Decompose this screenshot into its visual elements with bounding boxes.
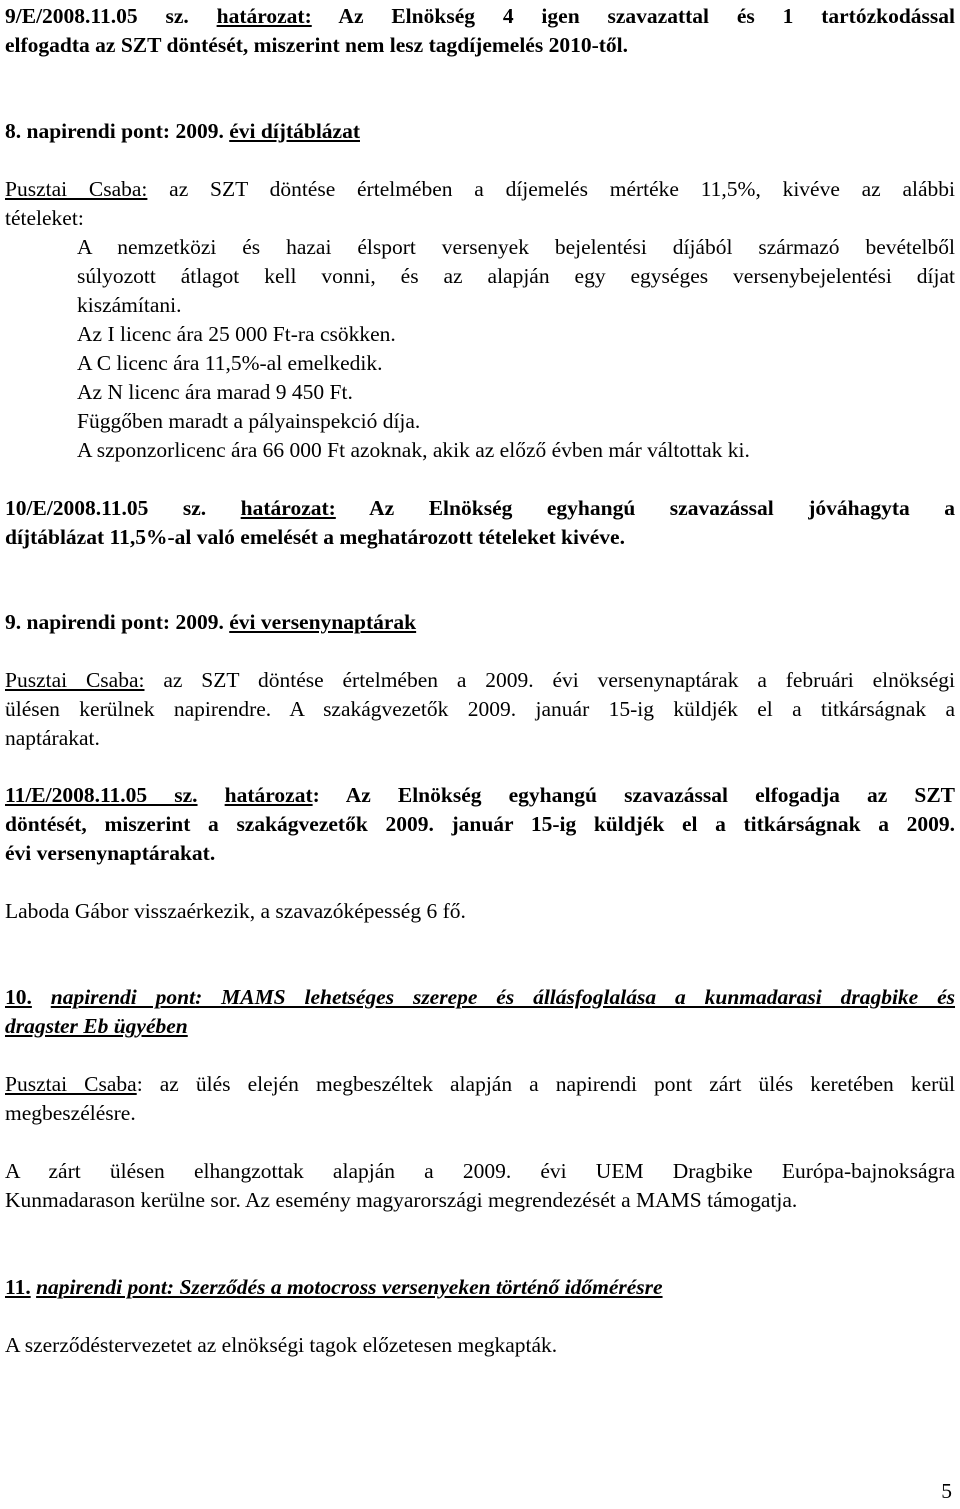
item-8-list-1-line-2: súlyozott átlagot kell vonni, és az alapján egy egységes versenybejelentési díjat <box>77 264 955 288</box>
decision-9-ref: 9/E/2008.11.05 sz. <box>5 4 189 28</box>
item-11-heading-text: napirendi pont: Szerződés a motocross versenyeken történő időmérésre <box>36 1275 663 1299</box>
item-10-text: : az ülés elején megbeszéltek alapján a napirendi pont zárt ülés keretében kerül <box>136 1072 955 1096</box>
decision-10-line-2: díjtáblázat 11,5%-al való emelését a meghatározott tételeket kivéve. <box>5 525 625 549</box>
item-10-line-2: megbeszélésre. <box>5 1101 136 1125</box>
item-9-line-2: ülésen kerülnek napirendre. A szakágvezetők 2009. január 15-ig küldjék el a titkárságnak a <box>5 697 955 721</box>
item-8-list-4: Az N licenc ára marad 9 450 Ft. <box>77 380 353 404</box>
item-8-list-1-line-3: kiszámítani. <box>77 293 182 317</box>
decision-10-line-1 <box>5 494 955 523</box>
decision-11-line-3: évi versenynaptárakat. <box>5 841 216 865</box>
decision-11-ref: 11/E/2008.11.05 sz. <box>5 783 198 807</box>
decision-10-ref: 10/E/2008.11.05 sz. <box>5 496 207 520</box>
item-8-intro-line-1 <box>5 175 955 204</box>
item-8-list-6: A szponzorlicenc ára 66 000 Ft azoknak, akik az előző évben már váltottak ki. <box>77 438 750 462</box>
decision-9-line-1 <box>5 2 955 31</box>
item-9-text: az SZT döntése értelmében a 2009. évi versenynaptárak a februári elnökségi <box>163 668 956 692</box>
decision-9-label: határozat: <box>216 4 312 28</box>
item-10-para-2-line-1: A zárt ülésen elhangzottak alapján a 2009. évi UEM Dragbike Európa-bajnokságra <box>5 1159 955 1183</box>
item-8-list-3: A C licenc ára 11,5%-al emelkedik. <box>77 351 383 375</box>
decision-11-label: határozat <box>224 783 313 807</box>
item-9-heading-title: évi versenynaptárak <box>229 610 417 634</box>
item-8-list-1-line-1: A nemzetközi és hazai élsport versenyek bejelentési díjából származó bevételből <box>77 235 955 259</box>
item-10-heading-line-1 <box>5 983 955 1012</box>
item-10-para-2-line-2: Kunmadarason kerülne sor. Az esemény magyarországi megrendezését a MAMS támogatja. <box>5 1188 798 1212</box>
speaker-name: Pusztai Csaba <box>5 1072 137 1096</box>
decision-11-text: : Az Elnökség egyhangú szavazással elfogadja az SZT <box>312 783 955 807</box>
item-10-line-1 <box>5 1070 955 1099</box>
item-8-heading-title: évi díjtáblázat <box>229 119 360 143</box>
decision-9-text: Az Elnökség 4 igen szavazattal és 1 tartózkodással <box>338 4 955 28</box>
item-8-heading <box>5 117 955 146</box>
speaker-name: Pusztai Csaba: <box>5 177 148 201</box>
item-10-heading-text: napirendi pont: MAMS lehetséges szerepe és állásfoglalása a kunmadarasi dragbike és <box>50 985 956 1009</box>
page-number: 5 <box>941 1479 952 1503</box>
note-return: Laboda Gábor visszaérkezik, a szavazóképesség 6 fő. <box>5 899 466 923</box>
item-8-intro-line-2: tételeket: <box>5 206 84 230</box>
item-11-text: A szerződéstervezetet az elnökségi tagok előzetesen megkapták. <box>5 1333 558 1357</box>
item-9-heading <box>5 608 955 637</box>
item-10-number: 10. <box>5 985 32 1009</box>
item-8-intro-text: az SZT döntése értelmében a díjemelés mértéke 11,5%, kivéve az alábbi <box>169 177 956 201</box>
item-9-line-1 <box>5 666 955 695</box>
decision-10-label: határozat: <box>240 496 336 520</box>
decision-11-line-2: döntését, miszerint a szakágvezetők 2009. január 15-ig küldjék el a titkárságnak a 2009. <box>5 812 955 836</box>
decision-9-line-2: elfogadta az SZT döntését, miszerint nem lesz tagdíjemelés 2010-től. <box>5 33 628 57</box>
speaker-name: Pusztai Csaba: <box>5 668 145 692</box>
item-8-list-2: Az I licenc ára 25 000 Ft-ra csökken. <box>77 322 396 346</box>
item-10-heading-line-2: dragster Eb ügyében <box>5 1014 188 1038</box>
item-11-heading <box>5 1273 955 1302</box>
item-8-list-5: Függőben maradt a pályainspekció díja. <box>77 409 421 433</box>
decision-11-line-1 <box>5 781 955 810</box>
decision-10-text: Az Elnökség egyhangú szavazással jóváhagyta a <box>369 496 955 520</box>
item-9-heading-prefix: 9. napirendi pont: 2009. <box>5 610 224 634</box>
item-11-number: 11. <box>5 1275 31 1299</box>
item-9-line-3: naptárakat. <box>5 726 100 750</box>
item-8-heading-prefix: 8. napirendi pont: 2009. <box>5 119 224 143</box>
